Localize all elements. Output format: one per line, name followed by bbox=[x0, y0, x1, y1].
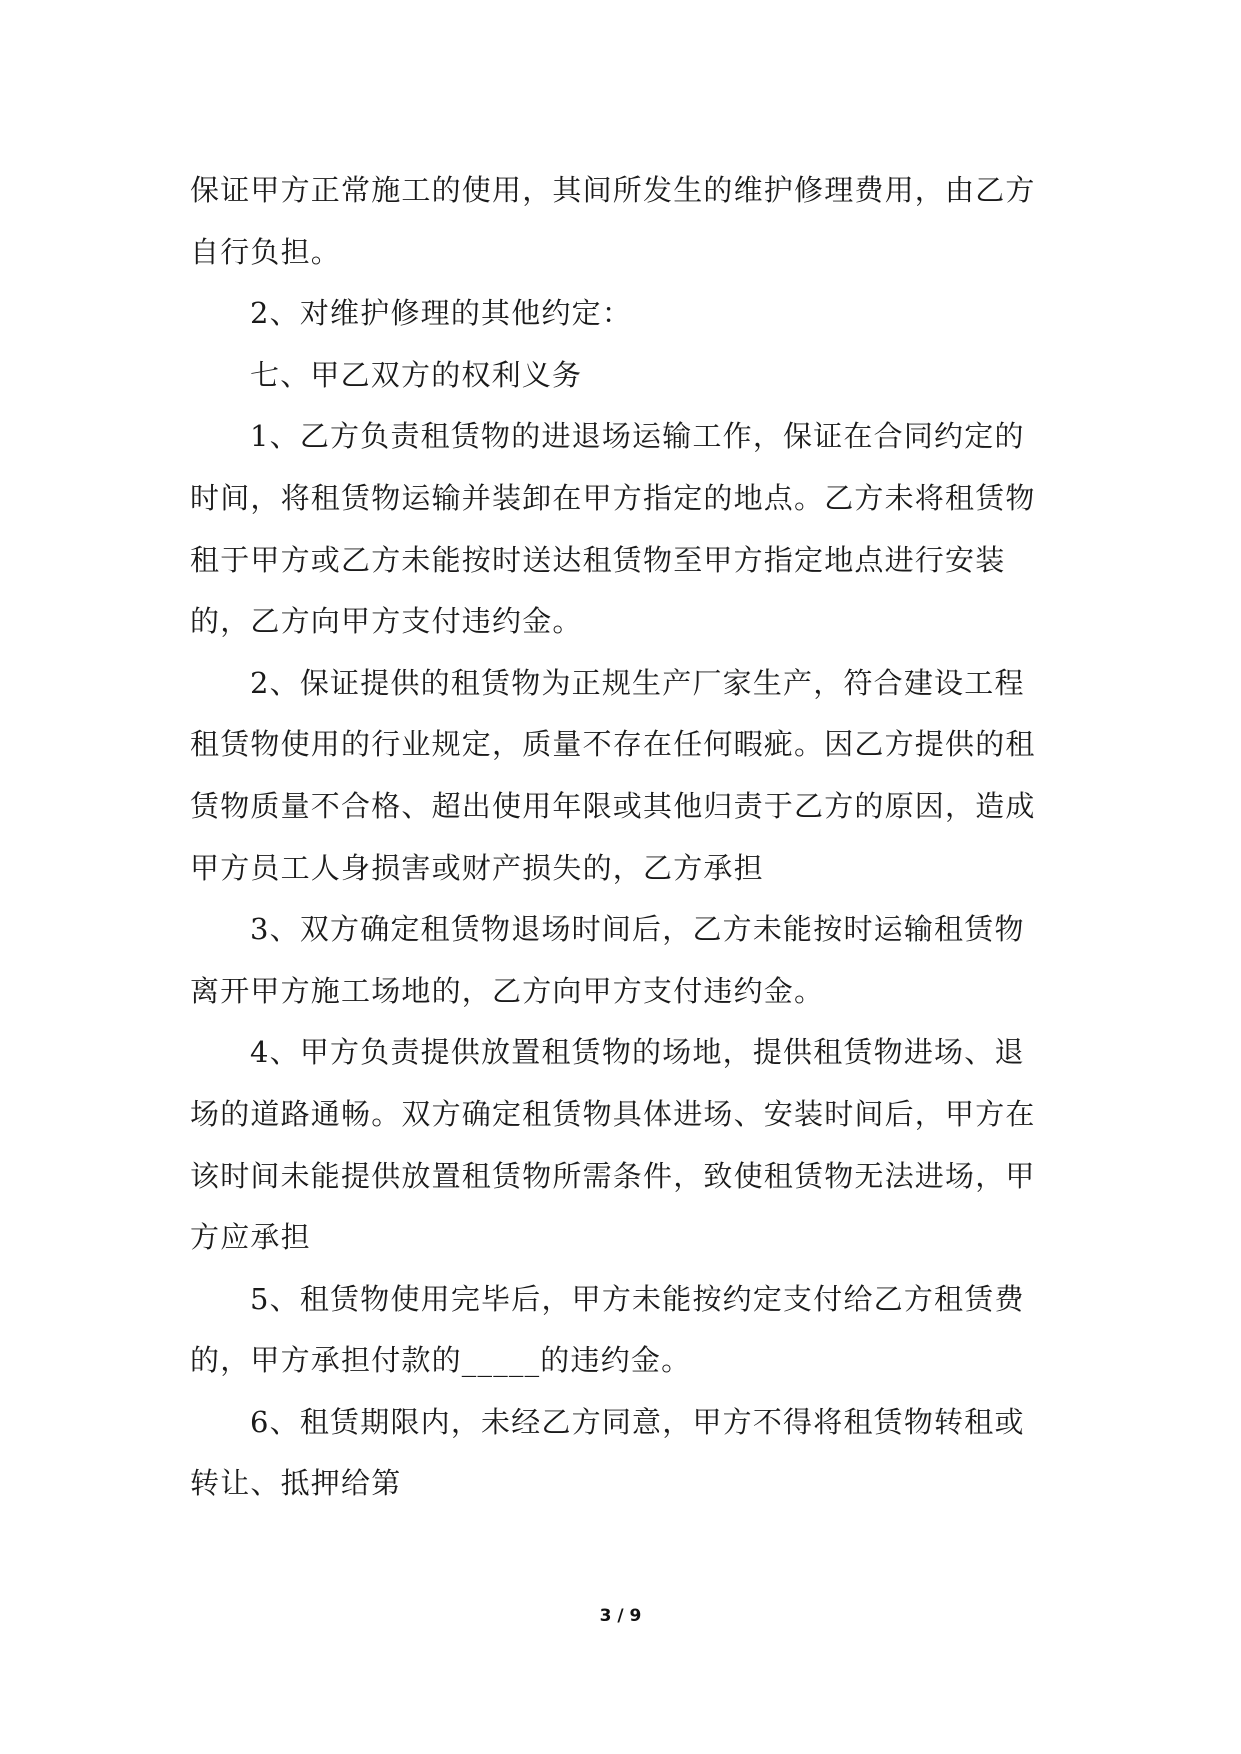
text-line: 转让、抵押给第 bbox=[190, 1466, 402, 1501]
text-line: 自行负担。 bbox=[190, 234, 342, 269]
text-line: 的，甲方承担付款的_____的违约金。 bbox=[190, 1343, 692, 1378]
text-line: 保证甲方正常施工的使用，其间所发生的维护修理费用，由乙方 bbox=[190, 173, 1036, 207]
text-line: 1、乙方负责租赁物的进退场运输工作，保证在合同约定的 bbox=[250, 419, 1025, 454]
text-line: 租于甲方或乙方未能按时送达租赁物至甲方指定地点进行安装 bbox=[190, 542, 1006, 577]
text-line: 2、对维护修理的其他约定： bbox=[250, 296, 633, 331]
text-line: 场的道路通畅。双方确定租赁物具体进场、安装时间后，甲方在 bbox=[190, 1096, 1036, 1131]
text-line: 该时间未能提供放置租赁物所需条件，致使租赁物无法进场，甲 bbox=[190, 1158, 1036, 1193]
text-line: 时间，将租赁物运输并装卸在甲方指定的地点。乙方未将租赁物 bbox=[190, 480, 1036, 515]
text-line: 方应承担 bbox=[190, 1220, 311, 1255]
section-heading: 七、甲乙双方的权利义务 bbox=[250, 357, 583, 392]
text-line: 4、甲方负责提供放置租赁物的场地，提供租赁物进场、退 bbox=[250, 1035, 1025, 1070]
document-body bbox=[190, 160, 1050, 1515]
text-line: 3、双方确定租赁物退场时间后，乙方未能按时运输租赁物 bbox=[250, 912, 1025, 947]
text-line: 离开甲方施工场地的，乙方向甲方支付违约金。 bbox=[190, 973, 825, 1008]
text-line: 租赁物使用的行业规定，质量不存在任何暇疵。因乙方提供的租 bbox=[190, 727, 1036, 762]
text-line: 甲方员工人身损害或财产损失的，乙方承担 bbox=[190, 850, 764, 885]
text-line: 2、保证提供的租赁物为正规生产厂家生产，符合建设工程 bbox=[250, 665, 1025, 700]
text-line: 6、租赁期限内，未经乙方同意，甲方不得将租赁物转租或 bbox=[250, 1404, 1025, 1439]
page-number: 3 / 9 bbox=[599, 1606, 642, 1626]
text-line: 赁物质量不合格、超出使用年限或其他归责于乙方的原因，造成 bbox=[190, 788, 1036, 823]
text-line: 5、租赁物使用完毕后，甲方未能按约定支付给乙方租赁费 bbox=[250, 1281, 1025, 1316]
text-line: 的，乙方向甲方支付违约金。 bbox=[190, 604, 583, 639]
